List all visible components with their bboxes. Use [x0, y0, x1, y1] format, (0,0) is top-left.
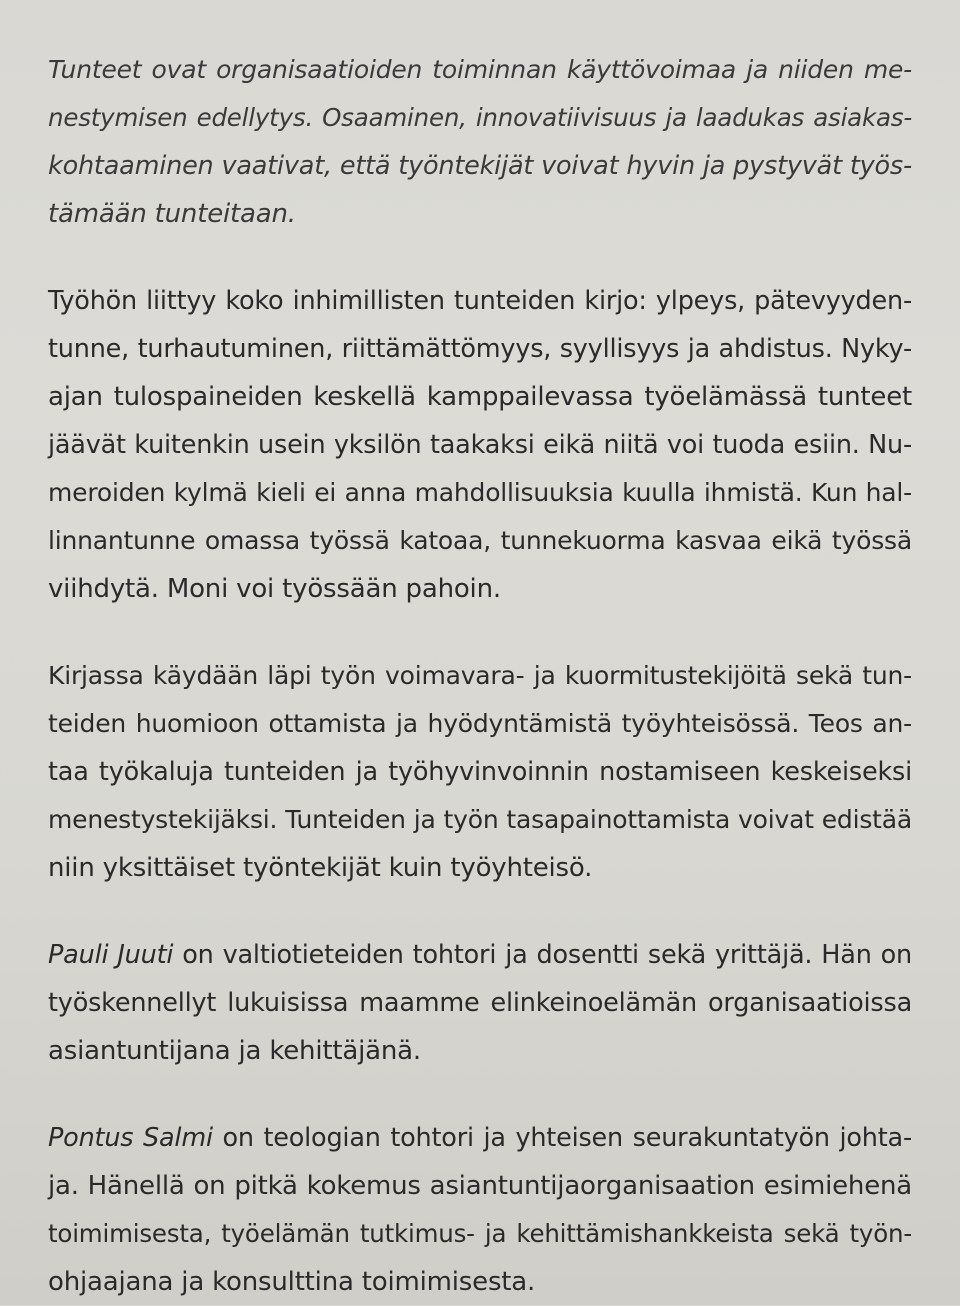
- text-line: taa työkaluja tunteiden ja työhyvinvoinnin nostamiseen keskeiseksi: [48, 757, 912, 787]
- author-name: Pontus Salmi: [48, 1123, 213, 1153]
- text-line: nestymisen edellytys. Osaaminen, innovatiivisuus ja laadukas asiakas-: [48, 103, 912, 132]
- text-line: viihdytä. Moni voi työssään pahoin.: [48, 574, 501, 604]
- text-line: meroiden kylmä kieli ei anna mahdollisuuksia kuulla ihmistä. Kun hal-: [48, 478, 912, 507]
- text-line: Työhön liittyy koko inhimillisten tunteiden kirjo: ylpeys, pätevyyden-: [48, 286, 912, 316]
- author-name: Pauli Juuti: [48, 940, 174, 970]
- text-line: [48, 931, 912, 979]
- author-bio-pauli-juuti: [48, 931, 912, 1075]
- text-line: asiantuntijana ja kehittäjänä.: [48, 1036, 421, 1066]
- text-line: ajan tulospaineiden keskellä kamppailevassa työelämässä tunteet: [48, 382, 912, 412]
- bio-text: on valtiotieteiden tohtori ja dosentti sekä yrittäjä. Hän on: [173, 940, 913, 970]
- text-line: Tunteet ovat organisaatioiden toiminnan käyttövoimaa ja niiden me-: [48, 55, 912, 84]
- text-line: niin yksittäiset työntekijät kuin työyhteisö.: [48, 853, 593, 883]
- text-line: toimimisesta, työelämän tutkimus- ja kehittämishankkeista sekä työn-: [48, 1219, 912, 1248]
- text-line: jäävät kuitenkin usein yksilön taakaksi eikä niitä voi tuoda esiin. Nu-: [48, 430, 912, 460]
- bio-text: on teologian tohtori ja yhteisen seurakuntatyön johta-: [212, 1123, 912, 1153]
- text-line: ohjaajana ja konsulttina toimimisesta.: [48, 1267, 536, 1297]
- book-content-paragraph: [48, 652, 912, 892]
- author-bio-pontus-salmi: [48, 1114, 912, 1306]
- text-line: teiden huomioon ottamista ja hyödyntämistä työyhteisössä. Teos an-: [48, 709, 912, 738]
- text-line: kohtaaminen vaativat, että työntekijät voivat hyvin ja pystyvät työs-: [48, 151, 912, 181]
- text-line: tunne, turhautuminen, riittämättömyys, syyllisyys ja ahdistus. Nyky-: [48, 334, 912, 364]
- text-line: ja. Hänellä on pitkä kokemus asiantuntijaorganisaation esimiehenä: [48, 1171, 912, 1201]
- text-line: tämään tunteitaan.: [48, 199, 296, 229]
- text-line: Kirjassa käydään läpi työn voimavara- ja kuormitustekijöitä sekä tun-: [48, 661, 912, 690]
- text-line: työskennellyt lukuisissa maamme elinkeinoelämän organisaatioissa: [48, 988, 912, 1018]
- text-line: linnantunne omassa työssä katoaa, tunnekuorma kasvaa eikä työssä: [48, 526, 912, 555]
- text-line: menestystekijäksi. Tunteiden ja työn tasapainottamista voivat edistää: [48, 805, 912, 834]
- intro-paragraph: [48, 46, 912, 238]
- emotions-paragraph: [48, 277, 912, 613]
- text-line: [48, 1114, 912, 1162]
